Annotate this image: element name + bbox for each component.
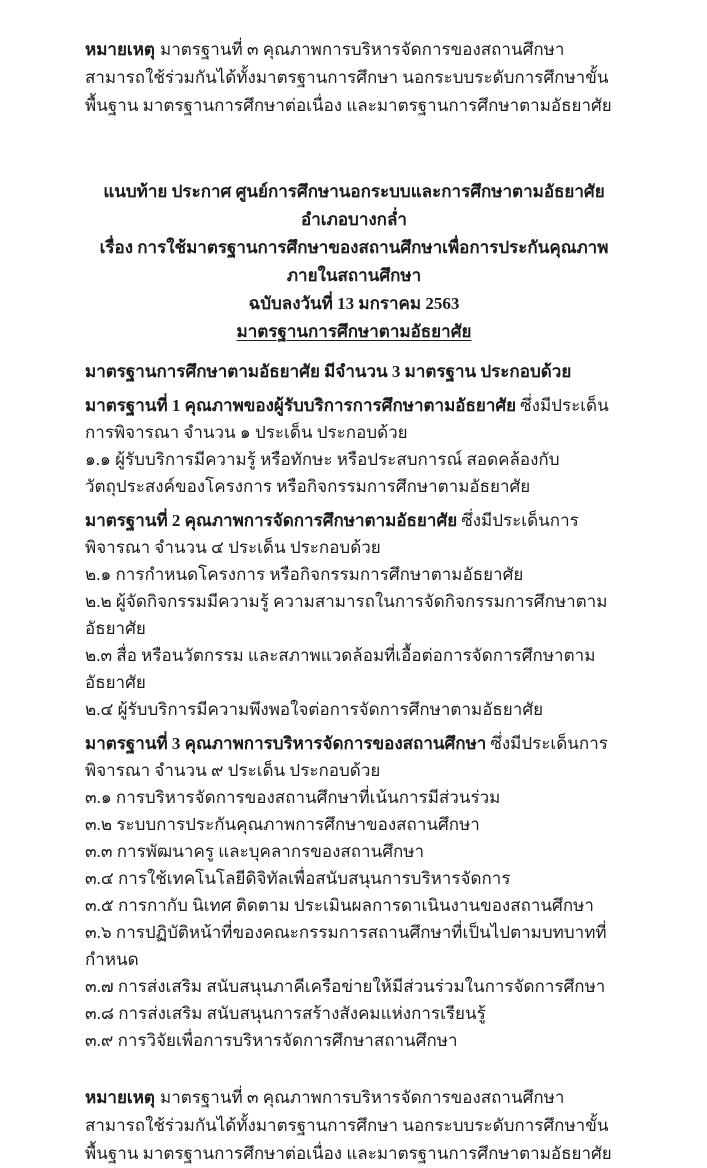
top-note-label: หมายเหตุ — [85, 40, 155, 59]
standard-2-item: ๒.๓ สื่อ หรือนวัตกรรม และสภาพแวดล้อมที่เอื้อต่อการจัดการศึกษาตามอัธยาศัย — [85, 646, 596, 692]
standard-2-item: ๒.๑ การกำหนดโครงการ หรือกิจกรรมการศึกษาตามอัธยาศัย — [85, 565, 524, 584]
standard-2-title: มาตรฐานที่ 2 คุณภาพการจัดการศึกษาตามอัธยาศัย — [85, 511, 458, 530]
header-attachment-line: แนบท้าย ประกาศ ศูนย์การศึกษานอกระบบและการศึกษาตามอัธยาศัยอำเภอบางกล่ำ — [103, 182, 605, 229]
standard-1-heading — [85, 392, 623, 446]
standard-3-item: ๓.๑ การบริหารจัดการของสถานศึกษาที่เน้นการมีส่วนร่วม — [85, 788, 501, 807]
standard-1-title: มาตรฐานที่ 1 คุณภาพของผู้รับบริการการศึกษาตามอัธยาศัย — [85, 396, 517, 415]
standard-3-item: ๓.๗ การส่งเสริม สนับสนุนภาคีเครือข่ายให้มีส่วนร่วมในการจัดการศึกษา — [85, 977, 606, 996]
standard-3-item: ๓.๕ การกากับ นิเทศ ติดตาม ประเมินผลการดาเนินงานของสถานศึกษา — [85, 896, 594, 915]
header-subject-line: เรื่อง การใช้มาตรฐานการศึกษาของสถานศึกษาเพื่อการประกันคุณภาพภายในสถานศึกษา — [99, 238, 609, 285]
top-note — [85, 36, 623, 120]
standard-3-item: ๓.๓ การพัฒนาครู และบุคลากรของสถานศึกษา — [85, 842, 425, 861]
standard-3-section — [85, 730, 623, 1054]
standard-3-item: ๓.๖ การปฏิบัติหน้าที่ของคณะกรรมการสถานศึกษาที่เป็นไปตามบทบาทที่กำหนด — [85, 923, 607, 969]
standard-1-item: ๑.๑ ผู้รับบริการมีความรู้ หรือทักษะ หรือประสบการณ์ สอดคล้องกับวัตถุประสงค์ของโครงการ หรือกิจกรรมการศึกษาตามอัธยาศัย — [85, 450, 560, 496]
standard-2-item: ๒.๒ ผู้จัดกิจกรรมมีความรู้ ความสามารถในการจัดกิจกรรมการศึกษาตามอัธยาศัย — [85, 592, 608, 638]
bottom-note — [85, 1084, 623, 1168]
standard-2-section — [85, 507, 623, 723]
header-date-line: ฉบับลงวันที่ 13 มกราคม 2563 — [248, 294, 460, 313]
standard-3-heading — [85, 730, 623, 784]
intro-line: มาตรฐานการศึกษาตามอัธยาศัย มีจำนวน 3 มาตรฐาน ประกอบด้วย — [85, 362, 572, 381]
standard-3-item: ๓.๒ ระบบการประกันคุณภาพการศึกษาของสถานศึกษา — [85, 815, 480, 834]
header-section-title: มาตรฐานการศึกษาตามอัธยาศัย — [236, 322, 472, 341]
standard-3-item: ๓.๘ การส่งเสริม สนับสนุนการสร้างสังคมแห่งการเรียนรู้ — [85, 1004, 486, 1023]
top-note-text: มาตรฐานที่ ๓ คุณภาพการบริหารจัดการของสถานศึกษา สามารถใช้ร่วมกันได้ทั้งมาตรฐานการศึกษา นอกระบบระดับการศึกษาขั้นพื้นฐาน มาตรฐานการศึกษาต่อเนื่อง และมาตรฐานการศึกษาตามอัธยาศัย — [85, 40, 612, 115]
standard-3-suffix: ซึ่งมีประเด็นการพิจารณา จำนวน ๙ ประเด็น ประกอบด้วย — [85, 734, 608, 780]
standard-3-title: มาตรฐานที่ 3 คุณภาพการบริหารจัดการของสถานศึกษา — [85, 734, 487, 753]
standard-3-item: ๓.๙ การวิจัยเพื่อการบริหารจัดการศึกษาสถานศึกษา — [85, 1031, 458, 1050]
standard-2-item: ๒.๔ ผู้รับบริการมีความพึงพอใจต่อการจัดการศึกษาตามอัธยาศัย — [85, 700, 544, 719]
standard-2-heading — [85, 507, 623, 561]
standard-1-section — [85, 392, 623, 500]
bottom-note-label: หมายเหตุ — [85, 1088, 155, 1107]
standard-1-suffix: ซึ่งมีประเด็นการพิจารณา จำนวน ๑ ประเด็น ประกอบด้วย — [85, 396, 609, 442]
bottom-note-text: มาตรฐานที่ ๓ คุณภาพการบริหารจัดการของสถานศึกษา สามารถใช้ร่วมกันได้ทั้งมาตรฐานการศึกษา นอกระบบระดับการศึกษาขั้นพื้นฐาน มาตรฐานการศึกษาต่อเนื่อง และมาตรฐานการศึกษาตามอัธยาศัย — [85, 1088, 612, 1163]
document-header — [85, 178, 623, 346]
standard-3-item: ๓.๔ การใช้เทคโนโลยีดิจิทัลเพื่อสนับสนุนการบริหารจัดการ — [85, 869, 511, 888]
standard-2-suffix: ซึ่งมีประเด็นการพิจารณา จำนวน ๔ ประเด็น ประกอบด้วย — [85, 511, 579, 557]
